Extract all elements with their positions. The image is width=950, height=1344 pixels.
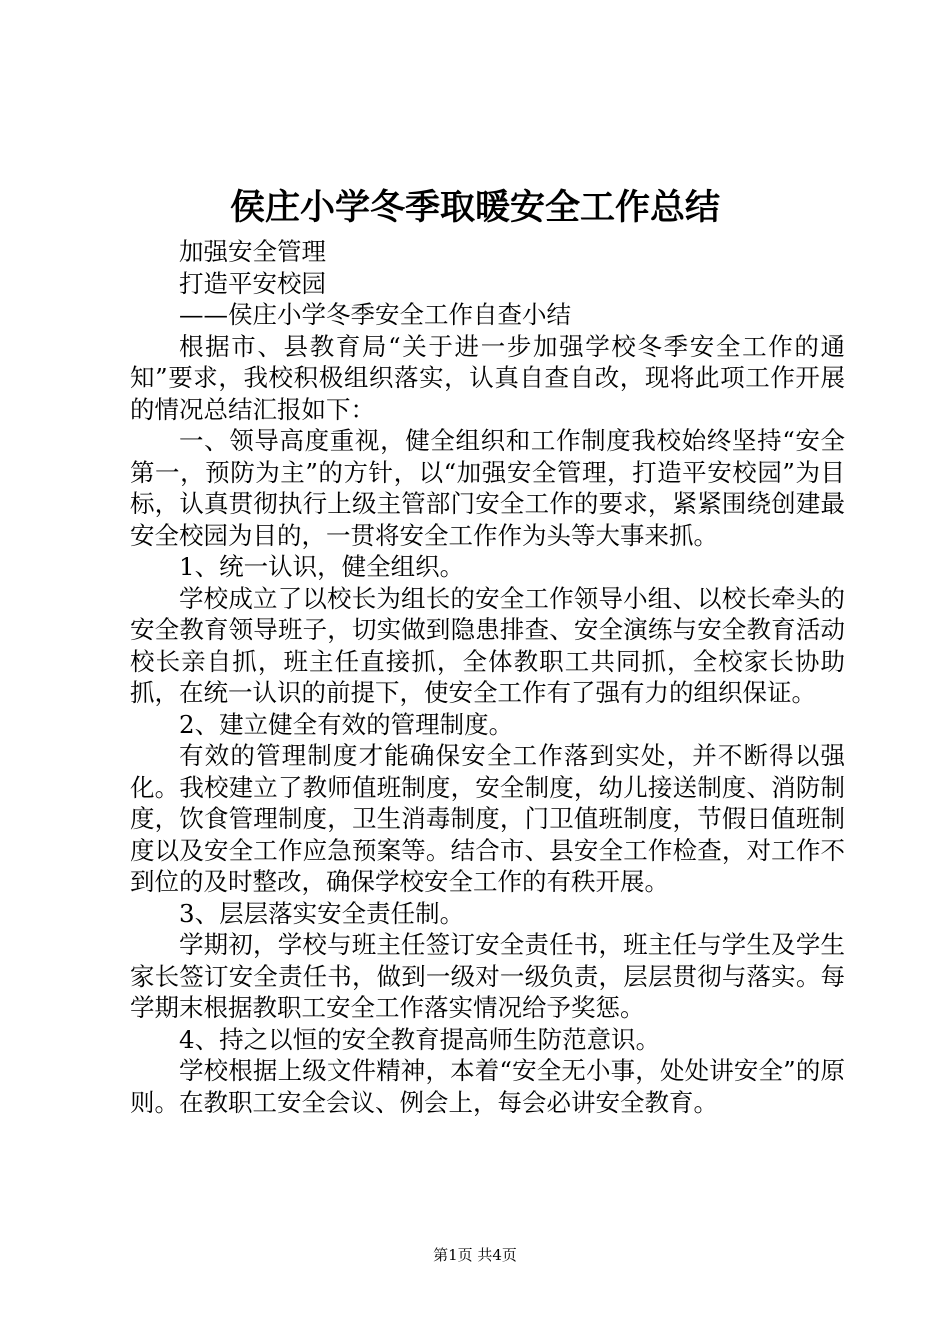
paragraph-item-3-title: 3、层层落实安全责任制。 [179,898,465,928]
paragraph-section-1: 一、领导高度重视，健全组织和工作制度我校始终坚持“安全第一，预防为主”的方针，以“加强安全管理，打造平安校园”为目标，认真贯彻执行上级主管部门安全工作的要求，紧紧围绕创建最安全校园为目的，一贯将安全工作作为头等大事来抓。 [130,426,845,550]
paragraph-item-3-body: 学期初，学校与班主任签订安全责任书，班主任与学生及学生家长签订安全责任书，做到一级对一级负责，层层贯彻与落实。每学期末根据教职工安全工作落实情况给予奖惩。 [130,930,845,1022]
paragraph-item-1-title: 1、统一认识，健全组织。 [179,552,465,581]
paragraph-item-1-body: 学校成立了以校长为组长的安全工作领导小组、以校长牵头的安全教育领导班子，切实做到隐患排查、安全演练与安全教育活动校长亲自抓，班主任直接抓，全体教职工共同抓，全校家长协助抓，在统一认识的前提下，使安全工作有了强有力的组织保证。 [130,583,845,707]
document-title: 侯庄小学冬季取暖安全工作总结 [229,187,720,228]
paragraph-intro: 根据市、县教育局“关于进一步加强学校冬季安全工作的通知”要求，我校积极组织落实，认真自查自改，现将此项工作开展的情况总结汇报如下： [130,331,845,424]
paragraph-heading-2: 打造平安校园 [179,268,326,298]
paragraph-item-2-title: 2、建立健全有效的管理制度。 [179,709,514,739]
paragraph-item-4-body: 学校根据上级文件精神，本着“安全无小事，处处讲安全”的原则。在教职工安全会议、例会上，每会必讲安全教育。 [130,1056,845,1117]
document-body [130,236,845,1118]
paragraph-item-4-title: 4、持之以恒的安全教育提高师生防范意识。 [179,1024,661,1054]
paragraph-subtitle: ——侯庄小学冬季安全工作自查小结 [179,300,571,329]
paragraph-item-2-body: 有效的管理制度才能确保安全工作落到实处，并不断得以强化。我校建立了教师值班制度，安全制度，幼儿接送制度、消防制度，饮食管理制度，卫生消毒制度，门卫值班制度，节假日值班制度以及安全工作应急预案等。结合市、县安全工作检查，对工作不到位的及时整改，确保学校安全工作的有秩开展。 [130,741,845,896]
page-number-footer: 第1页 共4页 [433,1246,517,1264]
paragraph-heading-1: 加强安全管理 [179,237,326,266]
